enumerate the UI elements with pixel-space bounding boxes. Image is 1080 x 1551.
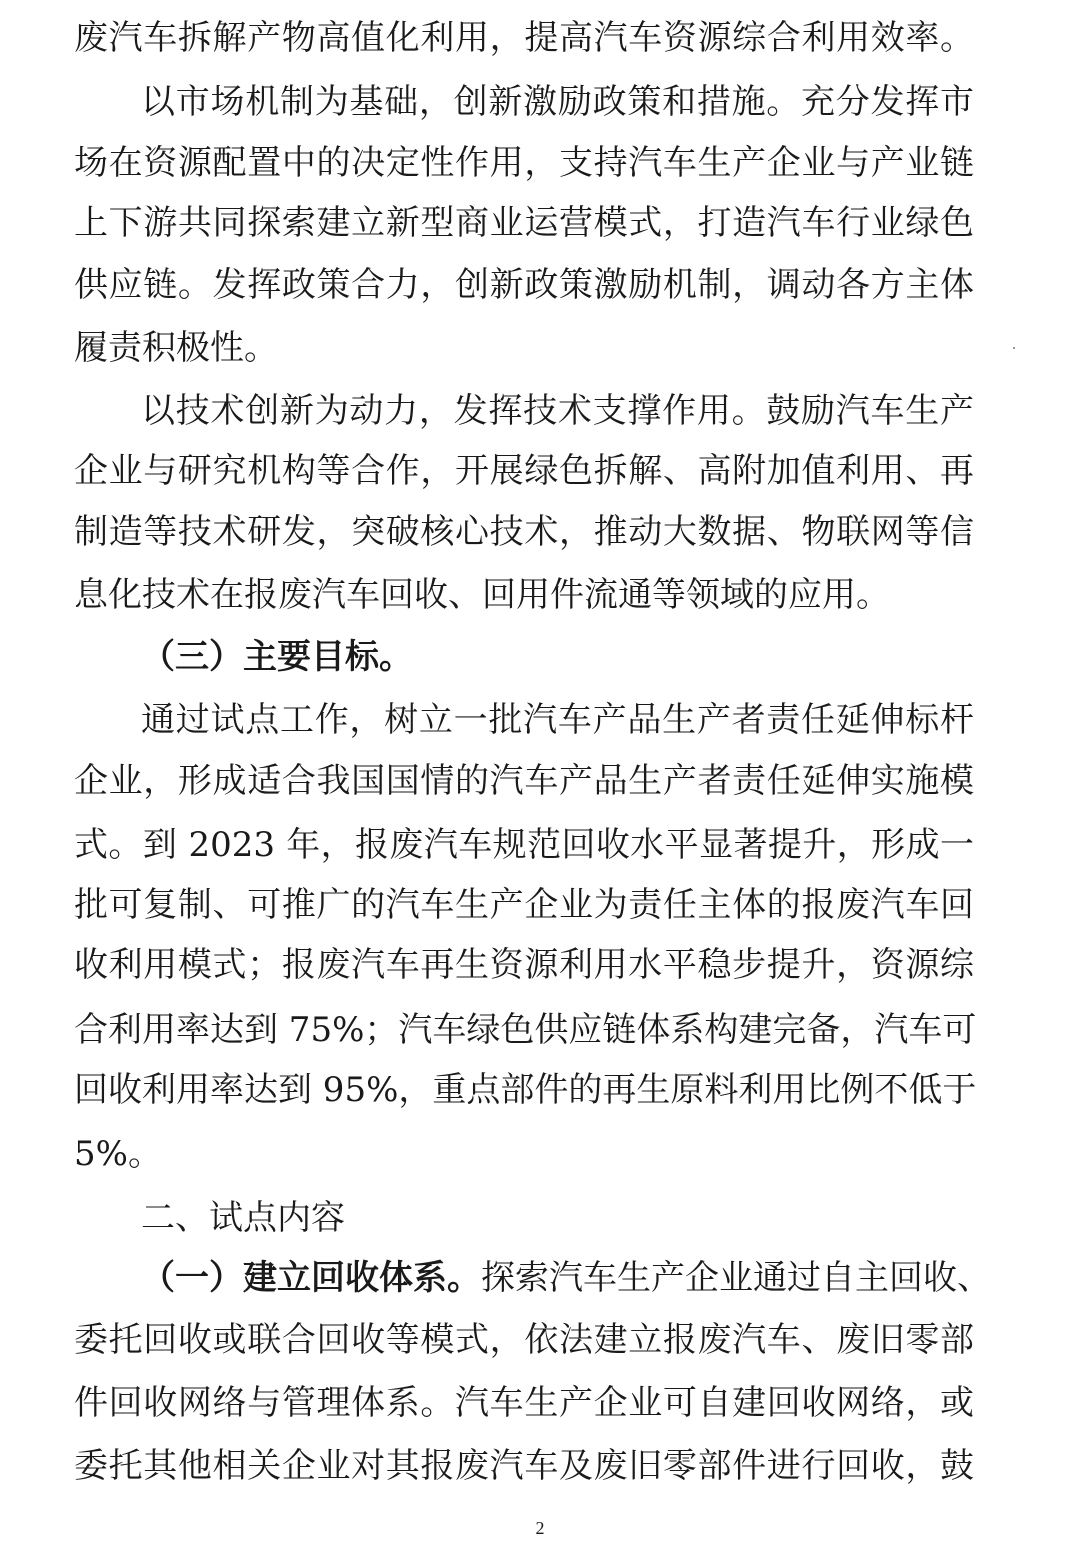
text-line: 式。到 2023 年，报废汽车规范回收水平显著提升，形成一: [74, 825, 974, 865]
subheading-recovery-system: （一）建立回收体系。: [141, 1258, 481, 1298]
section-heading-main-goals: （三）主要目标。: [141, 637, 413, 677]
text-line: 委托其他相关企业对其报废汽车及废旧零部件进行回收，鼓: [74, 1446, 974, 1486]
text-line: 企业，形成适合我国国情的汽车产品生产者责任延伸实施模: [74, 761, 974, 801]
text-line: 通过试点工作，树立一批汽车产品生产者责任延伸标杆: [141, 700, 974, 740]
text-line: 场在资源配置中的决定性作用，支持汽车生产企业与产业链: [74, 143, 974, 183]
page-number: 2: [535, 1518, 545, 1538]
text-line: 以技术创新为动力，发挥技术支撑作用。鼓励汽车生产: [141, 391, 974, 431]
section-heading-pilot-content: 二、试点内容: [141, 1198, 345, 1238]
text-line: 制造等技术研发，突破核心技术，推动大数据、物联网等信: [74, 512, 974, 552]
text-line: 批可复制、可推广的汽车生产企业为责任主体的报废汽车回: [74, 885, 974, 925]
text-line: 息化技术在报废汽车回收、回用件流通等领域的应用。: [74, 575, 890, 615]
text-line: 废汽车拆解产物高值化利用，提高汽车资源综合利用效率。: [74, 18, 974, 58]
text-fragment: 探索汽车生产企业通过自主回收、: [481, 1258, 991, 1298]
text-line: 履责积极性。: [74, 328, 278, 368]
text-line: 5%。: [74, 1134, 162, 1174]
text-line: 件回收网络与管理体系。汽车生产企业可自建回收网络，或: [74, 1383, 974, 1423]
text-line: 企业与研究机构等合作，开展绿色拆解、高附加值利用、再: [74, 451, 974, 491]
text-line: 供应链。发挥政策合力，创新政策激励机制，调动各方主体: [74, 265, 974, 305]
text-line: 委托回收或联合回收等模式，依法建立报废汽车、废旧零部: [74, 1320, 974, 1360]
text-line: 上下游共同探索建立新型商业运营模式，打造汽车行业绿色: [74, 203, 974, 243]
text-line: 收利用模式；报废汽车再生资源利用水平稳步提升，资源综: [74, 945, 974, 985]
scan-speck: [1013, 347, 1015, 349]
text-line: 回收利用率达到 95%，重点部件的再生原料利用比例不低于: [74, 1070, 977, 1110]
text-line: 合利用率达到 75%；汽车绿色供应链体系构建完备，汽车可: [74, 1010, 977, 1050]
text-line: 以市场机制为基础，创新激励政策和措施。充分发挥市: [141, 82, 974, 122]
text-line-with-heading: [141, 1248, 991, 1308]
